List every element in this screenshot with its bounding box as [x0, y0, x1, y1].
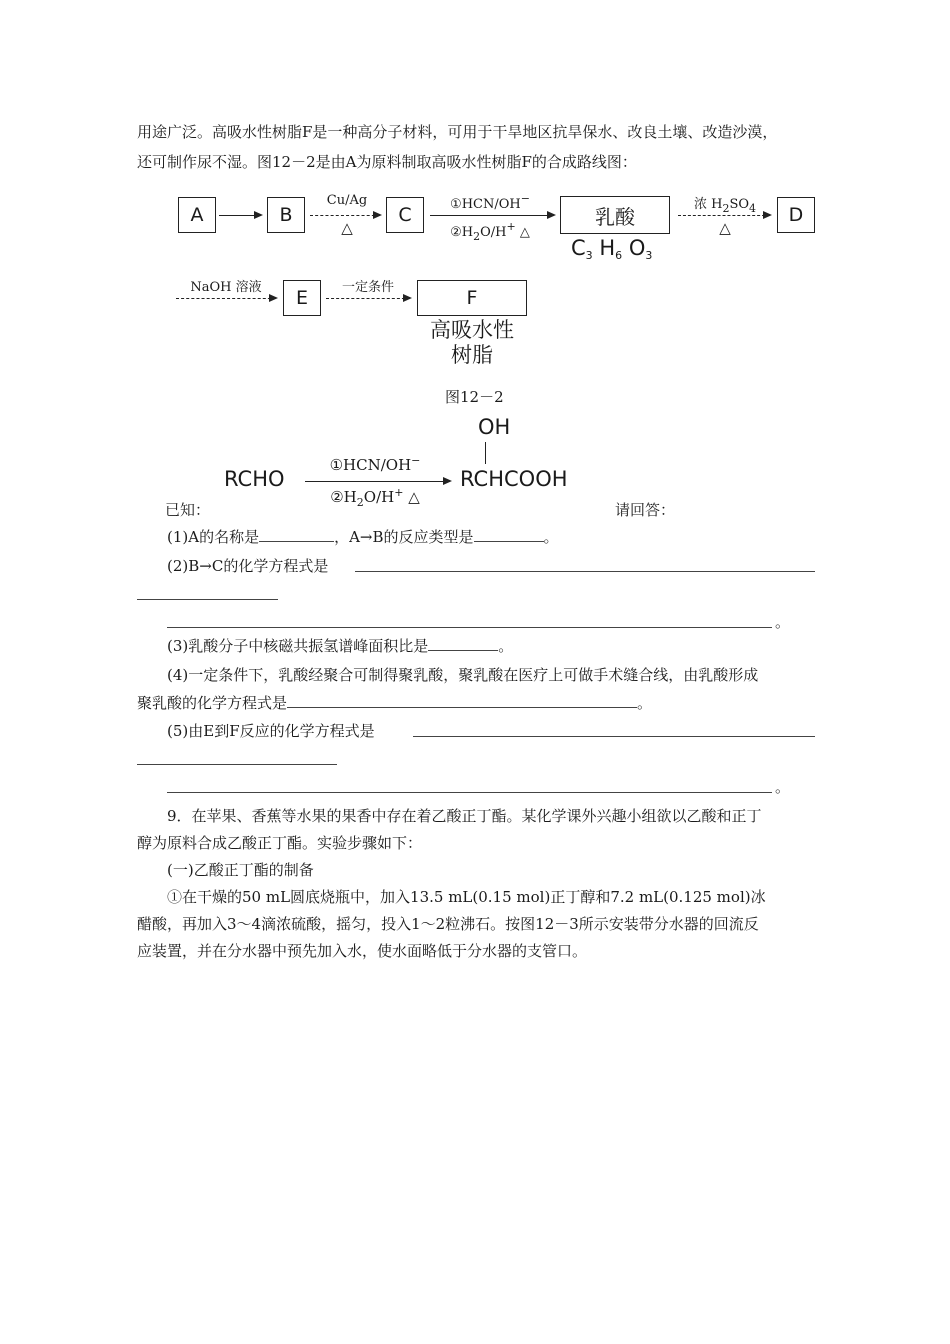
question-5-end: 。 [775, 778, 791, 796]
figure-caption: 图12－2 [445, 388, 504, 406]
condition-c-lactic-bottom: $②H_2O/H^+$ △ [450, 220, 530, 243]
intro-line-2: 还可制作尿不湿。图12－2是由A为原料制取高吸水性树脂F的合成路线图： [137, 153, 637, 171]
compound-box-c: C [386, 197, 424, 233]
question-9-section: (一)乙酸正丁酯的制备 [167, 861, 314, 879]
arrow-lactic-d [678, 215, 770, 216]
answer-line-5b[interactable] [137, 764, 337, 765]
answer-line-5a[interactable] [413, 736, 815, 737]
condition-lactic-d-bottom: △ [719, 219, 731, 237]
compound-box-b: B [267, 197, 305, 233]
question-1: (1)A的名称是 ，A→B的反应类型是 。 [167, 528, 559, 546]
f-label-line-1: 高吸水性 [430, 318, 514, 342]
bond-line [485, 442, 486, 464]
compound-box-d: D [777, 197, 815, 233]
question-9-line-1: 9．在苹果、香蕉等水果的果香中存在着乙酸正丁酯。某化学课外兴趣小组欲以乙酸和正丁 [167, 807, 762, 825]
answer-blank-4[interactable] [287, 693, 637, 708]
arrow-a-b [219, 215, 261, 216]
question-4-line-2: 聚乳酸的化学方程式是 。 [137, 694, 653, 712]
compound-box-e: E [283, 280, 321, 316]
lactic-acid-formula: $C_3$ $H_6$ $O_3$ [571, 236, 653, 262]
question-2-end: 。 [775, 613, 791, 631]
question-2: (2)B→C的化学方程式是 [167, 557, 329, 575]
f-label [421, 318, 523, 368]
condition-c-lactic-top: ①HCN/OH− [450, 192, 530, 212]
question-9-step-1-line-2: 醋酸，再加入3～4滴浓硫酸，摇匀，投入1～2粒沸石。按图12－3所示安装带分水器的回流反 [137, 915, 759, 933]
answer-line-2c[interactable] [167, 627, 772, 628]
question-9-step-1-line-3: 应装置，并在分水器中预先加入水，使水面略低于分水器的支管口。 [137, 942, 588, 960]
answer-blank-1b[interactable] [474, 527, 544, 542]
product-rchcooh: RCHCOOH [460, 467, 568, 491]
arrow-b-c [310, 215, 380, 216]
answer-line-5c[interactable] [167, 792, 772, 793]
question-5: (5)由E到F反应的化学方程式是 [167, 722, 375, 740]
please-answer-label: 请回答： [615, 501, 676, 519]
hydroxyl-group: OH [478, 415, 511, 439]
question-9-step-1-line-1: ①在干燥的50 mL圆底烧瓶中，加入13.5 mL(0.15 mol)正丁醇和7.2 mL(0.125 mol)冰 [167, 888, 766, 906]
known-label: 已知： [165, 501, 211, 519]
condition-lactic-d-top: 浓 $H_2SO_4$ [693, 197, 757, 215]
question-9-line-2: 醇为原料合成乙酸正丁酯。实验步骤如下： [137, 834, 423, 852]
reactant-rcho: RCHO [224, 467, 285, 491]
answer-blank-1a[interactable] [259, 527, 334, 542]
condition-b-c-bottom: △ [341, 219, 353, 237]
question-4-line-1: (4)一定条件下，乳酸经聚合可制得聚乳酸，聚乳酸在医疗上可做手术缝合线，由乳酸形成 [167, 666, 759, 684]
known-arrow [305, 481, 450, 482]
known-condition-bottom: $②H_2O/H^+$ △ [330, 486, 420, 509]
compound-box-lactic-acid: 乳酸 [560, 196, 670, 234]
arrow-e-f [326, 298, 410, 299]
arrow-d-e [176, 298, 276, 299]
arrow-c-lactic [430, 215, 554, 216]
condition-b-c-top: Cu/Ag [326, 193, 368, 208]
known-condition-top: ①HCN/OH− [329, 454, 421, 474]
condition-e-f: 一定条件 [341, 280, 394, 295]
compound-box-a: A [178, 197, 216, 233]
compound-box-f: F [417, 280, 527, 316]
condition-d-e: NaOH 溶液 [190, 280, 262, 295]
answer-line-2a[interactable] [355, 571, 815, 572]
answer-blank-3[interactable] [428, 636, 498, 651]
intro-line-1: 用途广泛。高吸水性树脂F是一种高分子材料，可用于干旱地区抗旱保水、改良土壤、改造沙漠， [137, 123, 778, 141]
answer-line-2b[interactable] [137, 599, 278, 600]
f-label-line-2: 树脂 [451, 343, 493, 367]
question-3: (3)乳酸分子中核磁共振氢谱峰面积比是 。 [167, 637, 514, 655]
